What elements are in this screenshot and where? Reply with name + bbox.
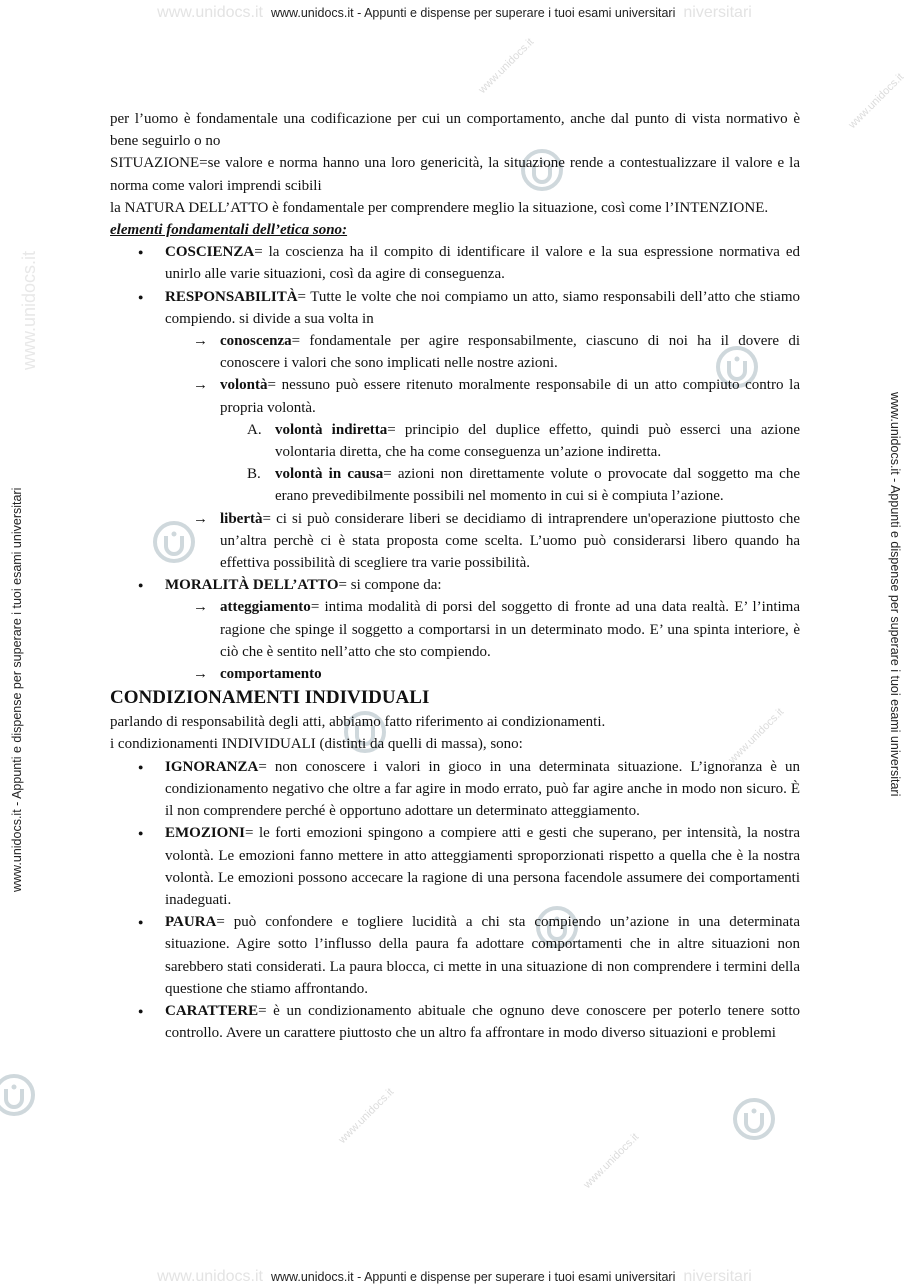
section-title: CONDIZIONAMENTI INDIVIDUALI	[110, 687, 430, 709]
watermark-diagonal: www.unidocs.it	[476, 36, 537, 96]
sub-item-text: = intima modalità di porsi del soggetto di fronte ad una data realtà. E’ l’intima ragione che spinge il soggetto a comportarsi in un determinato modo. E’ una spinta interiore, è ciò che è sentito nell’atto che sto compiendo.	[220, 599, 800, 660]
watermark-side-left: www.unidocs.it - Appunti e dispense per superare i tuoi esami universitari	[10, 487, 24, 892]
list-item	[110, 911, 800, 1000]
section-paragraph: i condizionamenti INDIVIDUALI (distinti da quelli di massa), sono:	[110, 736, 523, 753]
lettered-item	[220, 419, 800, 463]
list-item-term: CARATTERE	[165, 1002, 259, 1019]
sub-item-term: volontà	[220, 377, 268, 394]
list-item	[110, 286, 800, 575]
watermark-side-ghost: www.unidocs.it	[19, 250, 40, 371]
list-item-term: PAURA	[165, 914, 217, 931]
elements-heading: elementi fondamentali dell’etica sono:	[110, 222, 348, 239]
sub-item-text: = ci si può considerare liberi se decidiamo di intraprendere un'operazione piuttosto che un’altra perchè ci è stata proposta come scelta. L’uomo può considerarsi libero quando ha effettiva possibilità di scegliere tra varie possibilità.	[220, 510, 800, 572]
lettered-item-text: = azioni non direttamente volute o provocate dal soggetto ma che erano prevedibilmente possibili nel momento in cui si è compiuta l’azione.	[275, 466, 801, 505]
list-item	[110, 756, 800, 823]
sub-item-term: atteggiamento	[220, 599, 311, 616]
sub-item-text: = nessuno può essere ritenuto moralmente responsabile di un atto compiuto contro la propria volontà.	[220, 377, 800, 416]
watermark-diagonal: www.unidocs.it	[581, 1131, 642, 1191]
list-item-text: = è un condizionamento abituale che ognuno deve conoscere per poterlo tenere sotto controllo. Avere un carattere piuttosto che un altro fa affrontare in modo diverso situazioni e problemi	[165, 1002, 800, 1042]
list-item-text: = le forti emozioni spingono a compiere atti e gesti che superano, per intensità, la nostra volontà. Le emozioni fanno mettere in atto atteggiamenti sproporzionati rispetto a quella che è la nostra volontà. Le emozioni possono accecare la ragione di una persona facendole assumere dei comportamenti inadeguati.	[165, 825, 800, 908]
watermark-diagonal: www.unidocs.it	[726, 706, 787, 766]
sub-list	[165, 596, 800, 685]
watermark-header	[0, 4, 909, 22]
intro-paragraph: la NATURA DELL’ATTO è fondamentale per comprendere meglio la situazione, così come l’INTENZIONE.	[110, 199, 769, 216]
sub-list	[165, 330, 800, 574]
sub-list-item	[165, 374, 800, 507]
conditioning-list	[110, 756, 800, 1045]
watermark-banner-text: www.unidocs.it - Appunti e dispense per superare i tuoi esami universitari	[270, 6, 676, 20]
sub-list-item	[165, 596, 800, 663]
list-item-term: MORALITÀ DELL’ATTO	[165, 577, 339, 594]
list-item-text: = si compone da:	[338, 577, 442, 594]
lettered-item-term: volontà in causa	[275, 466, 384, 483]
intro-paragraph: SITUAZIONE=se valore e norma hanno una loro genericità, la situazione rende a contestualizzare il valore e la norma come valori imprendi scibili	[110, 155, 800, 194]
sub-list-item	[165, 330, 800, 374]
elements-list	[110, 241, 800, 685]
list-item-text: = può confondere e togliere lucidità a chi sta compiendo un’azione in una determinata situazione. Agire sotto l’influsso della paura fa adottare comportamenti che in altre situazioni non sarebbero stati considerati. La paura blocca, ci mette in una situazione di non comprendere i termini della questione che stiamo affrontando.	[165, 914, 800, 997]
list-item	[110, 574, 800, 685]
sub-item-term: libertà	[220, 510, 263, 527]
watermark-ghost-text: www.unidocs.it	[157, 4, 263, 21]
list-item-text: = Tutte le volte che noi compiamo un atto, siamo responsabili dell’atto che stiamo compiendo. si divide a sua volta in	[165, 288, 800, 327]
unidocs-logo-icon	[0, 1073, 36, 1117]
watermark-footer	[0, 1268, 909, 1286]
list-item	[110, 822, 800, 911]
watermark-ghost-text: www.unidocs.it	[157, 1268, 263, 1285]
sub-item-term: comportamento	[220, 666, 322, 683]
list-item-term: COSCIENZA	[165, 244, 255, 261]
sub-list-item	[165, 663, 800, 685]
lettered-item	[220, 463, 800, 507]
list-item	[110, 1000, 800, 1044]
list-item-text: = non conoscere i valori in gioco in una determinata situazione. L’ignoranza è un condizionamento negativo che oltre a far agire in modo errato, può far agire anche in modo non sicuro. È il non comprendere perché è opportuno adottare un determinato atteggiamento.	[165, 758, 800, 820]
list-item	[110, 241, 800, 285]
lettered-item-text: = principio del duplice effetto, quindi può esserci una azione volontaria diretta, che ha come conseguenza un’azione indiretta.	[275, 421, 801, 461]
list-item-term: RESPONSABILITÀ	[165, 288, 298, 305]
document-body	[110, 108, 800, 1044]
lettered-item-term: volontà indiretta	[275, 421, 388, 438]
letter-marker: B.	[247, 466, 261, 483]
unidocs-logo-icon	[732, 1097, 776, 1141]
list-item-term: IGNORANZA	[165, 758, 259, 775]
lettered-list	[220, 419, 800, 508]
intro-paragraph: per l’uomo è fondamentale una codificazione per cui un comportamento, anche dal punto di vista normativo è bene seguirlo o no	[110, 111, 800, 150]
watermark-diagonal: www.unidocs.it	[336, 1086, 397, 1146]
watermark-ghost-text: niversitari	[683, 4, 752, 21]
watermark-side-right: www.unidocs.it - Appunti e dispense per superare i tuoi esami universitari	[888, 392, 902, 797]
section-paragraph: parlando di responsabilità degli atti, abbiamo fatto riferimento ai condizionamenti.	[110, 714, 606, 731]
sub-item-text: = fondamentale per agire responsabilmente, ciascuno di noi ha il dovere di conoscere i valori che sono implicati nelle nostre azioni.	[220, 333, 800, 372]
list-item-term: EMOZIONI	[165, 825, 246, 842]
watermark-banner-text: www.unidocs.it - Appunti e dispense per superare i tuoi esami universitari	[270, 1270, 676, 1284]
watermark-ghost-text: niversitari	[683, 1268, 752, 1285]
sub-list-item	[165, 508, 800, 575]
sub-item-term: conoscenza	[220, 333, 292, 350]
watermark-diagonal: www.unidocs.it	[846, 71, 907, 131]
list-item-text: = la coscienza ha il compito di identificare il valore e la sua espressione normativa ed unirlo alle varie situazioni, così da agire di conseguenza.	[165, 244, 800, 283]
letter-marker: A.	[247, 421, 262, 438]
